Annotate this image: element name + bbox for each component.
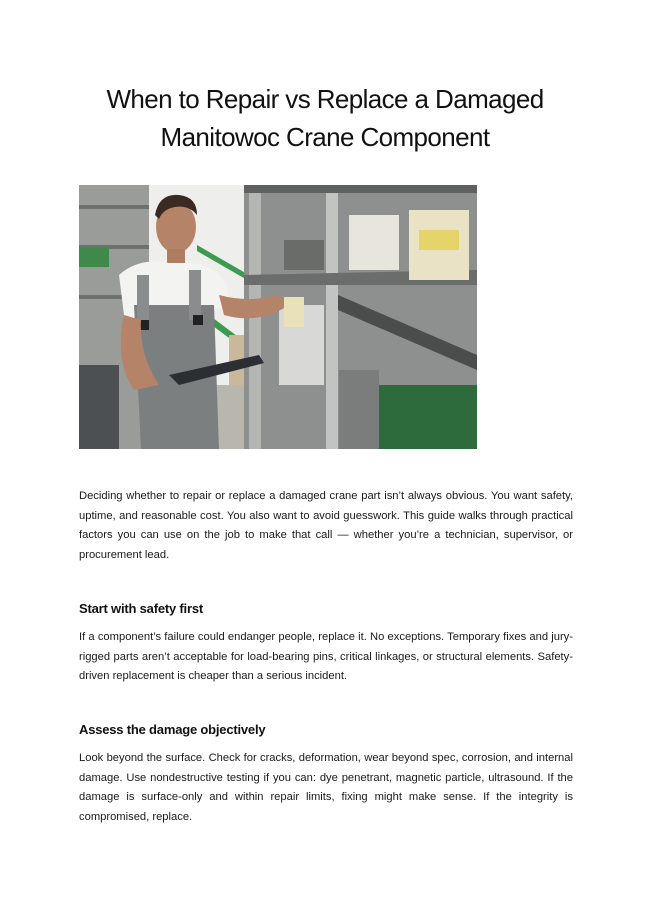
section-body-safety: If a component’s failure could endanger people, replace it. No exceptions. Temporary fixes and jury-rigged parts aren’t acceptable for load-bearing pins, critical linkages, or structural elements. Safety-driven replacement is cheaper than a serious incident. <box>79 631 573 682</box>
article-hero-image <box>79 185 477 449</box>
intro-paragraph: Deciding whether to repair or replace a damaged crane part isn’t always obvious. You want safety, uptime, and reasonable cost. You also want to avoid guesswork. This guide walks through practical factors you can use on the job to make that call — whether you’re a technician, supervisor, or procurement lead. <box>79 490 573 561</box>
section-heading-safety: Start with safety first <box>79 601 203 616</box>
section-body-assess: Look beyond the surface. Check for cracks, deformation, wear beyond spec, corrosion, and internal damage. Use nondestructive testing if you can: dye penetrant, magnetic particle, ultrasound. If the damage is surface-only and within repair limits, fixing might make sense. If the integrity is compromised, replace. <box>79 752 573 823</box>
page-title: When to Repair vs Replace a Damaged Manitowoc Crane Component <box>106 84 544 152</box>
section-heading-assess: Assess the damage objectively <box>79 722 266 737</box>
warehouse-worker-illustration <box>79 185 477 449</box>
